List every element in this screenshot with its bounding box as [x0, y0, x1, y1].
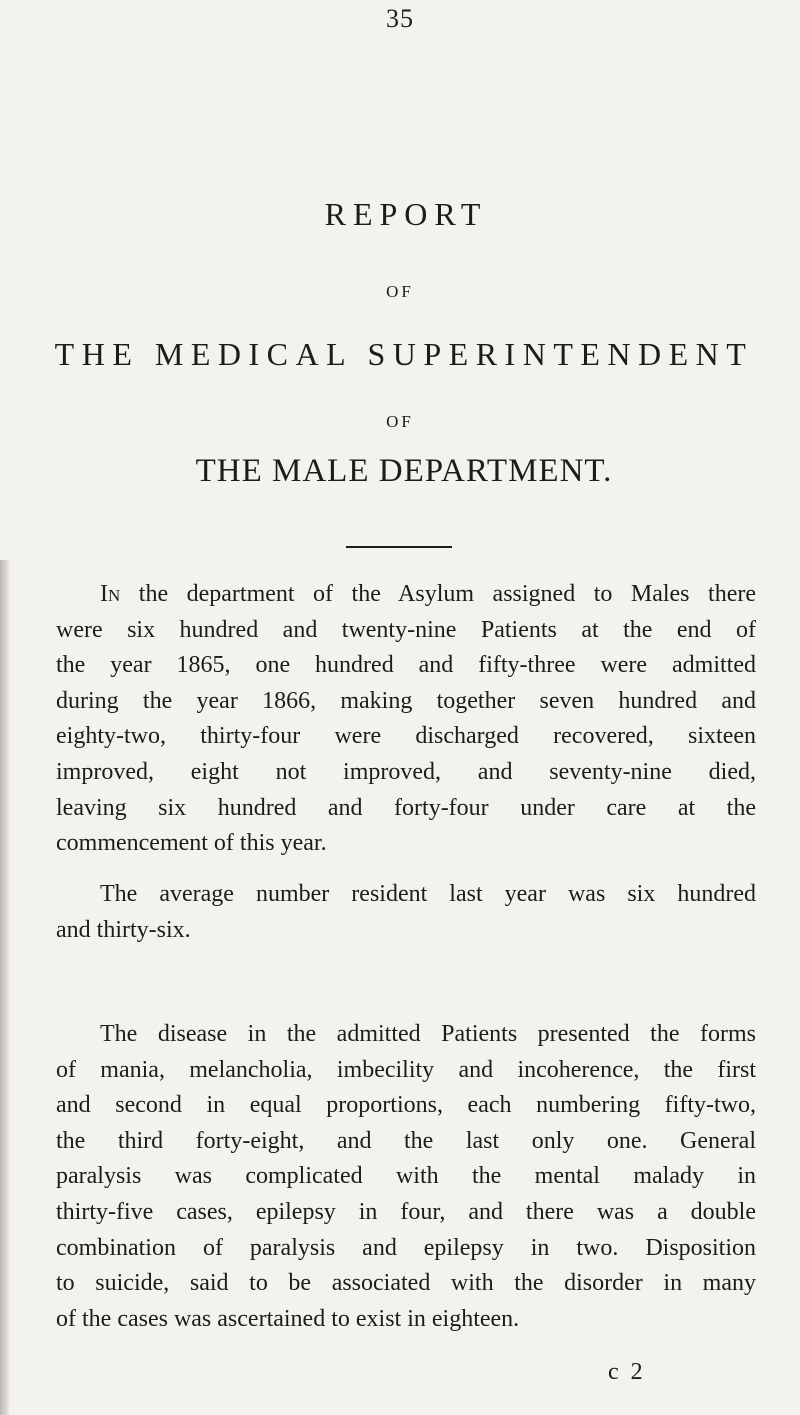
heading-medical-superintendent: THE MEDICAL SUPERINTENDENT — [54, 336, 754, 372]
section-divider — [346, 546, 452, 548]
paragraph-line: the third forty-eight, and the last only one. General — [56, 1127, 756, 1154]
heading-report: REPORT — [324, 196, 488, 232]
page-number: 35 — [386, 4, 414, 33]
paragraph-line: The average number resident last year was six hundred — [100, 881, 756, 907]
paragraph-line: to suicide, said to be associated with the disorder in many — [56, 1270, 756, 1297]
paragraph-line: In the department of the Asylum assigned to Males there — [100, 581, 756, 607]
paragraph-line: and second in equal proportions, each numbering fifty-two, — [56, 1092, 756, 1119]
paragraph-line: eighty-two, thirty-four were discharged recovered, sixteen — [56, 723, 756, 750]
paragraph-line: during the year 1866, making together seven hundred and — [56, 687, 756, 714]
opening-word: In — [100, 581, 121, 607]
binding-shadow — [0, 560, 10, 1415]
heading-of-2: OF — [386, 412, 414, 431]
heading-male-department: THE MALE DEPARTMENT. — [195, 453, 613, 489]
paragraph-line: of mania, melancholia, imbecility and incoherence, the first — [56, 1056, 756, 1083]
printer-signature-mark: c 2 — [608, 1359, 646, 1385]
paragraph-line: of the cases was ascertained to exist in eighteen. — [56, 1305, 520, 1332]
paragraph-line: the year 1865, one hundred and fifty-three were admitted — [56, 652, 756, 679]
heading-of-1: OF — [386, 282, 414, 301]
paragraph-average-resident — [56, 877, 756, 948]
paragraph-line: thirty-five cases, epilepsy in four, and there was a double — [56, 1198, 756, 1225]
paragraph-disease-forms — [56, 1017, 756, 1337]
paragraph-line: combination of paralysis and epilepsy in two. Disposition — [56, 1234, 756, 1261]
paragraph-line: leaving six hundred and forty-four under care at the — [56, 794, 756, 821]
paragraph-line: improved, eight not improved, and seventy-nine died, — [56, 758, 756, 785]
paragraph-line: were six hundred and twenty-nine Patients at the end of — [56, 616, 756, 643]
paragraph-line: and thirty-six. — [56, 916, 191, 943]
paragraph-line: The disease in the admitted Patients presented the forms — [100, 1021, 756, 1047]
paragraph-line: commencement of this year. — [56, 830, 327, 857]
paragraph-admissions — [56, 577, 756, 862]
paragraph-line: paralysis was complicated with the mental malady in — [56, 1163, 756, 1190]
